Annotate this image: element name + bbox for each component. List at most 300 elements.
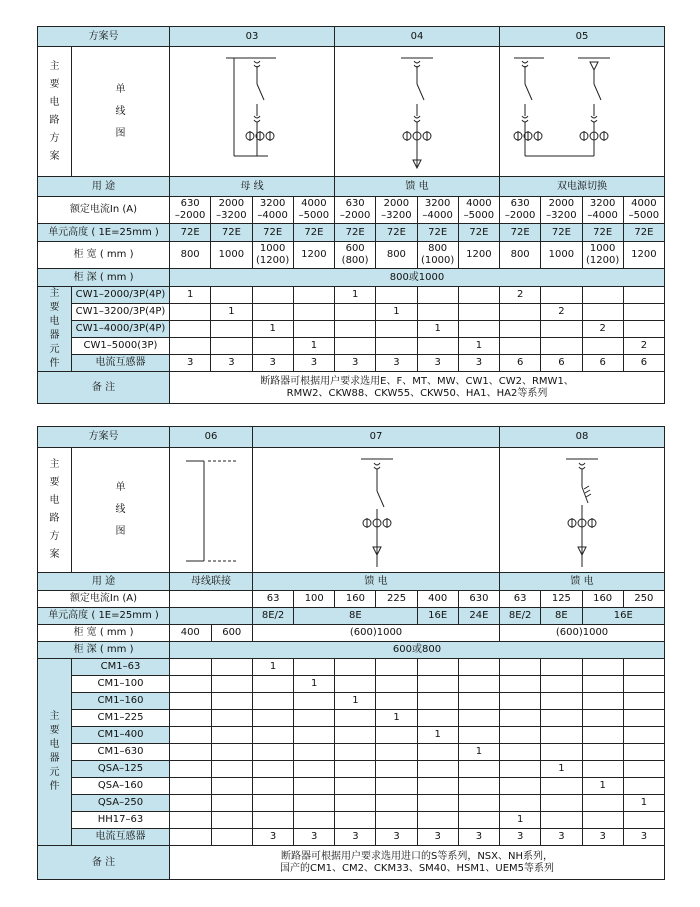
width-value [376, 242, 417, 269]
component-qty [623, 287, 664, 304]
current-value [500, 197, 541, 224]
component-qty [458, 795, 499, 812]
component-qty [623, 693, 664, 710]
component-qty [623, 659, 664, 676]
component-qty [458, 321, 499, 338]
width-value [623, 242, 664, 269]
current-value: 250 [623, 591, 664, 608]
height-value: 72E [417, 224, 458, 242]
component-name: CM1–225 [72, 710, 170, 727]
component-qty: 1 [253, 659, 294, 676]
width-value-line: (1000) [420, 255, 455, 266]
remarks-line: 断路器可根据用户要求选用E、F、MT、MW、CW1、CW2、RMW1、 [260, 375, 574, 387]
current-value: 125 [541, 591, 582, 608]
current-value-line: –5000 [628, 210, 660, 221]
component-qty: 3 [253, 829, 294, 846]
height-value: 72E [500, 224, 541, 242]
component-qty [541, 693, 582, 710]
component-qty [623, 321, 664, 338]
component-qty [582, 659, 623, 676]
component-qty [294, 778, 335, 795]
component-qty [623, 778, 664, 795]
component-qty [294, 795, 335, 812]
component-qty: 1 [417, 321, 458, 338]
component-qty: 1 [417, 727, 458, 744]
component-qty [500, 727, 541, 744]
component-qty [170, 727, 212, 744]
current-value: 400 [417, 591, 458, 608]
component-qty [170, 710, 212, 727]
usage-label: 用 途 [38, 177, 170, 197]
component-qty [376, 761, 417, 778]
component-qty: 1 [458, 338, 499, 355]
width-label: 柜 宽 ( mm ) [38, 242, 170, 269]
component-qty: 1 [376, 710, 417, 727]
height-value: 72E [335, 224, 376, 242]
width-value-line: (800) [341, 255, 369, 266]
component-name: CM1–160 [72, 693, 170, 710]
current-value: 225 [376, 591, 417, 608]
component-name: 电流互感器 [72, 829, 170, 846]
component-qty [541, 778, 582, 795]
current-value: 63 [253, 591, 294, 608]
component-qty [376, 727, 417, 744]
component-qty [417, 693, 458, 710]
component-qty: 3 [541, 829, 582, 846]
usage-value: 母 线 [170, 177, 335, 197]
scheme-label: 方案号 [38, 427, 170, 448]
component-qty [376, 744, 417, 761]
current-value [582, 197, 623, 224]
current-value [211, 197, 252, 224]
current-value: 160 [335, 591, 376, 608]
width-value [335, 242, 376, 269]
single-line-diagram-05 [500, 47, 665, 177]
component-qty [253, 744, 294, 761]
current-value [170, 197, 211, 224]
current-empty [170, 591, 253, 608]
width-value: (600)1000 [500, 625, 665, 642]
component-qty [417, 710, 458, 727]
current-value-line: 3200 [424, 198, 451, 209]
component-qty [458, 710, 499, 727]
component-qty [293, 287, 334, 304]
width-value-line: 1000 [218, 249, 245, 260]
component-qty [500, 659, 541, 676]
component-qty [417, 659, 458, 676]
component-qty: 6 [623, 355, 664, 372]
component-qty [376, 693, 417, 710]
component-qty [500, 778, 541, 795]
component-qty: 1 [211, 304, 252, 321]
current-label: 额定电流In (A) [38, 197, 170, 224]
current-value-line: –3200 [216, 210, 247, 221]
component-qty [417, 812, 458, 829]
component-qty [376, 338, 417, 355]
component-qty: 1 [541, 761, 582, 778]
single-line-diagram-06 [170, 448, 253, 573]
width-value-line: 600 [345, 243, 365, 254]
component-qty [253, 727, 294, 744]
component-qty [541, 744, 582, 761]
component-qty [417, 338, 458, 355]
component-qty: 3 [252, 355, 293, 372]
width-value [458, 242, 499, 269]
component-name: CW1–4000/3P(4P) [72, 321, 170, 338]
current-value [252, 197, 293, 224]
component-qty: 2 [582, 321, 623, 338]
remarks-label: 备 注 [38, 846, 170, 880]
component-name: CM1–630 [72, 744, 170, 761]
usage-value: 母线联接 [170, 573, 253, 591]
height-value: 8E/2 [500, 608, 541, 625]
component-qty [293, 321, 334, 338]
height-value: 8E [541, 608, 582, 625]
scheme-number: 08 [500, 427, 665, 448]
component-qty [211, 287, 252, 304]
height-value: 72E [541, 224, 582, 242]
width-value [417, 242, 458, 269]
component-qty: 3 [582, 829, 623, 846]
component-qty [582, 795, 623, 812]
current-value-line: 2000 [548, 198, 575, 209]
height-value: 72E [211, 224, 252, 242]
component-qty [582, 744, 623, 761]
component-qty [500, 321, 541, 338]
single-line-diagram-08 [500, 448, 665, 573]
component-qty [170, 829, 212, 846]
current-value [417, 197, 458, 224]
current-value-line: –4000 [257, 210, 288, 221]
component-qty: 2 [623, 338, 664, 355]
component-qty [170, 744, 212, 761]
depth-value: 600或800 [170, 642, 665, 659]
height-value: 72E [623, 224, 664, 242]
component-qty [170, 338, 211, 355]
component-qty: 1 [335, 693, 376, 710]
component-qty [211, 727, 253, 744]
component-qty: 1 [252, 321, 293, 338]
height-value: 8E/2 [253, 608, 294, 625]
component-qty: 1 [582, 778, 623, 795]
component-qty: 3 [376, 355, 417, 372]
component-qty [376, 812, 417, 829]
component-qty [500, 761, 541, 778]
width-value-line: 800 [510, 249, 530, 260]
height-value: 8E [294, 608, 417, 625]
component-qty [500, 744, 541, 761]
components-label: 主要电器元件 [38, 659, 72, 846]
component-qty [458, 287, 499, 304]
component-qty [623, 676, 664, 693]
component-qty [170, 676, 212, 693]
component-qty [294, 812, 335, 829]
component-qty [458, 304, 499, 321]
width-value-line: 1200 [301, 249, 327, 260]
width-value-line: 1200 [466, 249, 492, 260]
height-value: 72E [376, 224, 417, 242]
usage-value: 双电源切换 [500, 177, 665, 197]
component-qty [417, 676, 458, 693]
component-qty [335, 338, 376, 355]
current-label: 额定电流In (A) [38, 591, 170, 608]
width-value: 400 [170, 625, 212, 642]
width-value-line: 1000 [548, 249, 575, 260]
component-qty [582, 761, 623, 778]
component-qty [211, 659, 253, 676]
component-qty [623, 744, 664, 761]
width-value-line: 800 [428, 243, 448, 254]
component-qty [211, 744, 253, 761]
component-qty [170, 321, 211, 338]
height-value: 72E [170, 224, 211, 242]
components-label: 主要电器元件 [38, 287, 72, 372]
scheme-table-1 [37, 26, 665, 404]
component-qty [376, 321, 417, 338]
component-qty [335, 812, 376, 829]
component-qty: 6 [541, 355, 582, 372]
component-qty [541, 795, 582, 812]
component-qty [253, 676, 294, 693]
component-qty [582, 812, 623, 829]
component-qty [170, 778, 212, 795]
scheme-table-2 [37, 426, 665, 880]
height-value: 16E [417, 608, 458, 625]
depth-label: 柜 深 ( mm ) [38, 269, 170, 287]
current-value [541, 197, 582, 224]
single-line-diagram-07 [253, 448, 500, 573]
component-qty [417, 287, 458, 304]
component-name: CW1–3200/3P(4P) [72, 304, 170, 321]
width-value [252, 242, 293, 269]
component-qty [211, 693, 253, 710]
component-qty [458, 727, 499, 744]
component-qty [458, 761, 499, 778]
component-qty [458, 676, 499, 693]
component-qty: 1 [376, 304, 417, 321]
current-value-line: –2000 [339, 210, 371, 221]
component-qty: 3 [500, 829, 541, 846]
component-qty [211, 761, 253, 778]
component-qty [294, 744, 335, 761]
width-value-line: 1200 [631, 249, 657, 260]
component-qty [417, 761, 458, 778]
component-qty [417, 304, 458, 321]
component-qty [582, 693, 623, 710]
remarks-label: 备 注 [38, 372, 170, 404]
component-qty [541, 321, 582, 338]
current-value-line: –4000 [587, 210, 618, 221]
component-qty [253, 812, 294, 829]
component-qty [253, 693, 294, 710]
component-qty [458, 812, 499, 829]
component-qty: 3 [458, 355, 499, 372]
current-value-line: 630 [510, 198, 530, 209]
component-qty [335, 795, 376, 812]
component-qty [623, 304, 664, 321]
component-qty [211, 321, 252, 338]
component-qty: 3 [211, 355, 252, 372]
component-qty [252, 304, 293, 321]
component-qty: 1 [294, 676, 335, 693]
component-qty [500, 338, 541, 355]
component-qty [170, 693, 212, 710]
component-qty: 6 [582, 355, 623, 372]
component-qty: 3 [458, 829, 499, 846]
width-value-line: 800 [386, 249, 406, 260]
component-qty [458, 778, 499, 795]
current-value-line: 4000 [631, 198, 657, 209]
component-qty [500, 676, 541, 693]
current-value-line: –3200 [546, 210, 577, 221]
depth-label: 柜 深 ( mm ) [38, 642, 170, 659]
component-qty [541, 676, 582, 693]
component-qty: 3 [170, 355, 211, 372]
height-label: 单元高度 ( 1E=25mm ) [38, 224, 170, 242]
component-qty: 3 [335, 829, 376, 846]
single-line-diagram-04 [335, 47, 500, 177]
component-qty [541, 812, 582, 829]
width-value-line: 1000 [259, 243, 286, 254]
component-qty [335, 321, 376, 338]
component-qty [335, 676, 376, 693]
component-qty [335, 727, 376, 744]
width-value-line: (1200) [255, 255, 290, 266]
feeder-diagram-07 [253, 449, 499, 572]
width-value: 600 [211, 625, 253, 642]
bus-coupler-diagram-06 [170, 449, 252, 572]
component-qty [500, 693, 541, 710]
component-qty [541, 338, 582, 355]
component-qty: 3 [293, 355, 334, 372]
component-name: CW1–2000/3P(4P) [72, 287, 170, 304]
current-value [293, 197, 334, 224]
scheme-number: 06 [170, 427, 253, 448]
component-qty [582, 710, 623, 727]
component-qty [335, 744, 376, 761]
height-value: 72E [458, 224, 499, 242]
scheme-number: 04 [335, 27, 500, 47]
current-value-line: 2000 [218, 198, 245, 209]
remarks-text [170, 372, 665, 404]
component-qty [294, 710, 335, 727]
usage-value: 馈 电 [253, 573, 500, 591]
width-value [170, 242, 211, 269]
component-qty [582, 338, 623, 355]
component-qty [253, 761, 294, 778]
current-value-line: –2000 [174, 210, 206, 221]
component-qty [253, 795, 294, 812]
component-qty [293, 304, 334, 321]
component-qty [541, 659, 582, 676]
component-qty: 1 [293, 338, 334, 355]
component-qty [376, 676, 417, 693]
component-qty [211, 676, 253, 693]
width-label: 柜 宽 ( mm ) [38, 625, 170, 642]
component-qty [376, 659, 417, 676]
component-qty [253, 778, 294, 795]
current-value-line: –4000 [422, 210, 453, 221]
current-value-line: –5000 [298, 210, 330, 221]
current-value: 160 [582, 591, 623, 608]
single-line-label: 单线图 [72, 448, 170, 573]
height-value: 16E [582, 608, 665, 625]
component-qty [253, 710, 294, 727]
current-value: 63 [500, 591, 541, 608]
component-qty [294, 727, 335, 744]
component-qty [211, 338, 252, 355]
component-name: 电流互感器 [72, 355, 170, 372]
component-qty [335, 659, 376, 676]
component-name: CM1–63 [72, 659, 170, 676]
component-name: QSA–250 [72, 795, 170, 812]
component-qty [170, 659, 212, 676]
component-qty [417, 744, 458, 761]
width-value [541, 242, 582, 269]
component-qty: 2 [541, 304, 582, 321]
component-qty: 3 [623, 829, 664, 846]
component-qty [582, 304, 623, 321]
component-name: HH17–63 [72, 812, 170, 829]
component-qty [294, 659, 335, 676]
height-value: 72E [582, 224, 623, 242]
height-value: 72E [252, 224, 293, 242]
current-value-line: –5000 [463, 210, 495, 221]
component-qty [376, 778, 417, 795]
usage-label: 用 途 [38, 573, 170, 591]
component-qty [170, 761, 212, 778]
component-qty [623, 812, 664, 829]
current-value [335, 197, 376, 224]
component-qty [211, 778, 253, 795]
component-qty [376, 795, 417, 812]
busbar-diagram-03 [170, 48, 334, 176]
component-qty: 2 [500, 287, 541, 304]
remarks-line: 断路器可根据用户要求选用进口的S等系列，NSX、NH系列， [280, 850, 554, 862]
main-circuit-label: 主要电路方案 [38, 47, 72, 177]
width-value [582, 242, 623, 269]
component-qty [500, 710, 541, 727]
width-value: (600)1000 [253, 625, 500, 642]
component-name: QSA–125 [72, 761, 170, 778]
component-qty [252, 338, 293, 355]
component-qty [211, 710, 253, 727]
scheme-number: 05 [500, 27, 665, 47]
component-name: CW1–5000(3P) [72, 338, 170, 355]
current-value-line: –3200 [381, 210, 412, 221]
component-qty [335, 710, 376, 727]
component-qty: 3 [417, 355, 458, 372]
component-name: CM1–100 [72, 676, 170, 693]
scheme-label: 方案号 [38, 27, 170, 47]
height-empty [170, 608, 253, 625]
current-value [376, 197, 417, 224]
component-qty [170, 795, 212, 812]
component-qty [582, 727, 623, 744]
current-value-line: 630 [180, 198, 200, 209]
component-qty: 1 [500, 812, 541, 829]
current-value-line: –2000 [504, 210, 536, 221]
component-qty [500, 795, 541, 812]
component-qty [623, 761, 664, 778]
dual-source-diagram-05 [500, 48, 664, 176]
current-value-line: 2000 [383, 198, 410, 209]
single-line-label: 单线图 [72, 47, 170, 177]
component-qty [417, 795, 458, 812]
component-qty [294, 761, 335, 778]
component-qty [211, 795, 253, 812]
current-value-line: 4000 [301, 198, 327, 209]
